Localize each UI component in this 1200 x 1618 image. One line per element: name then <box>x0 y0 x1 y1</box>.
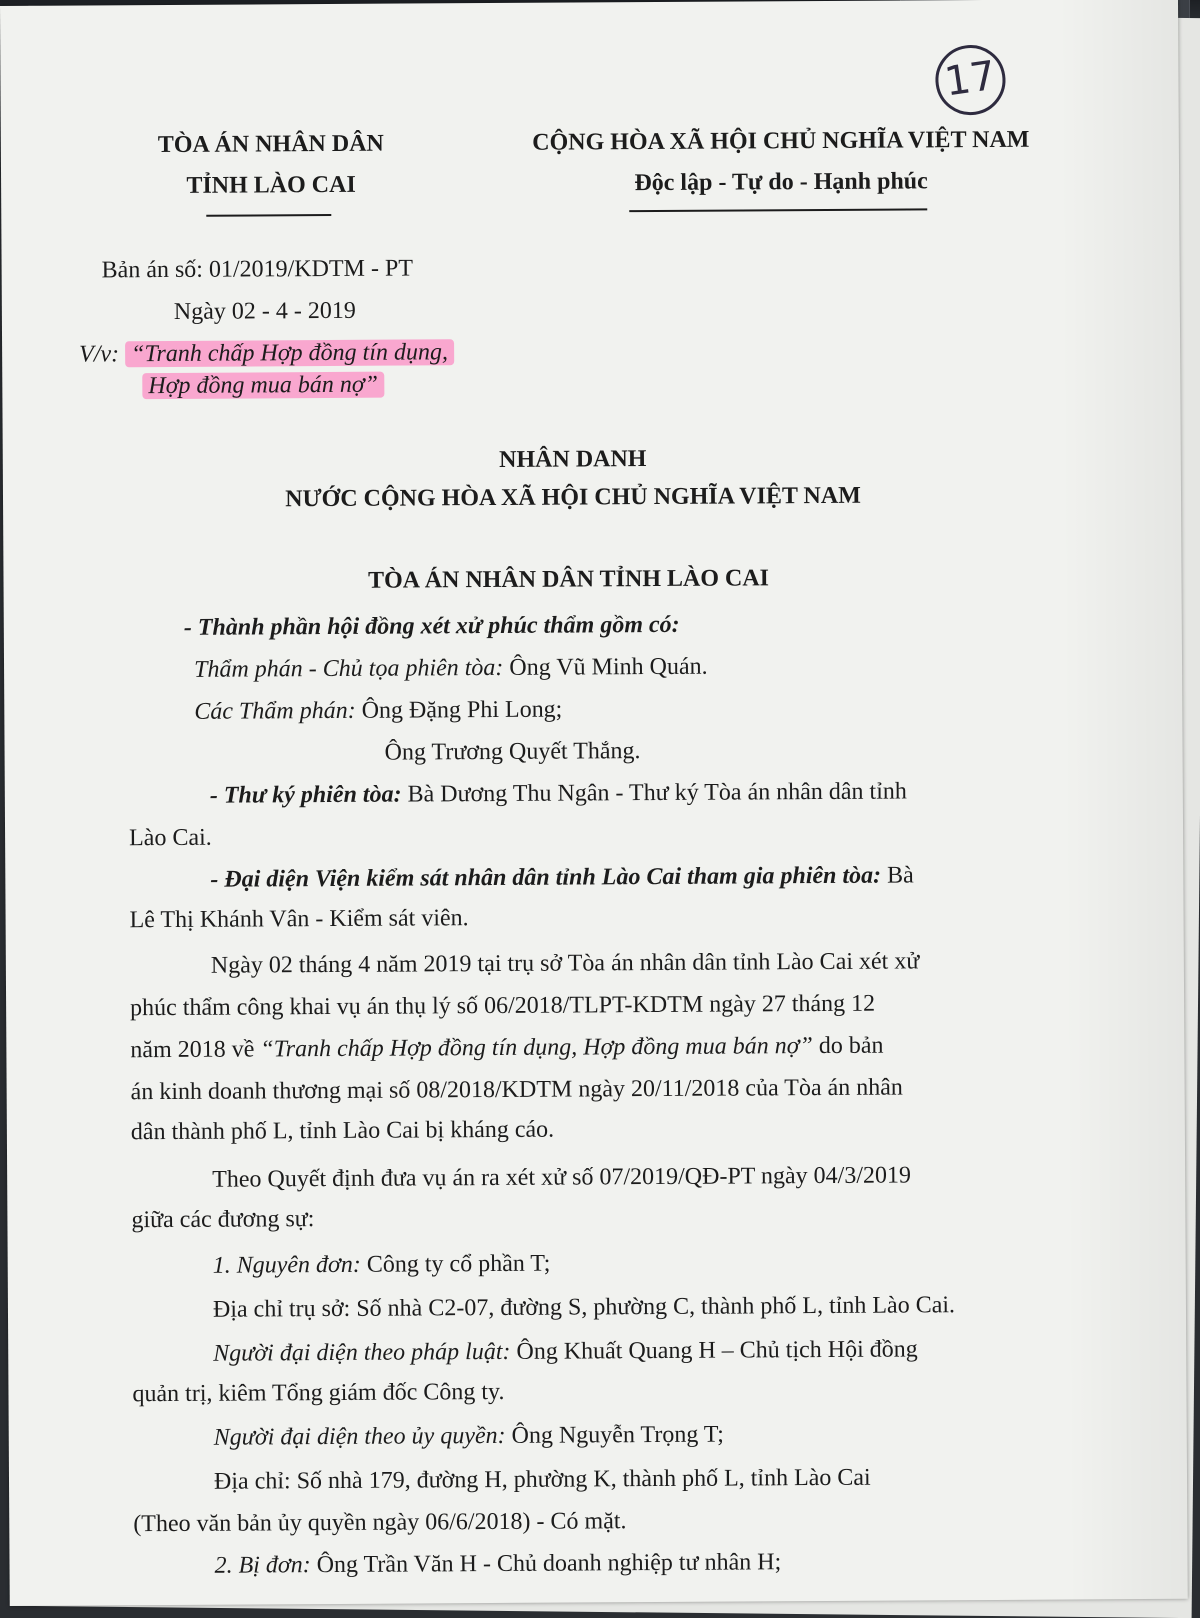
country-name: CỘNG HÒA XÃ HỘI CHỦ NGHĨA VIỆT NAM <box>532 126 1030 156</box>
case-date: Ngày 02 - 4 - 2019 <box>173 297 356 325</box>
judges-line: Các Thẩm phán: Ông Đặng Phi Long; <box>194 696 563 725</box>
motto-underline <box>629 208 927 212</box>
case-subject-line2 <box>142 370 384 401</box>
p1-line2: phúc thẩm công khai vụ án thụ lý số 06/2018/TLPT-KDTM ngày 27 tháng 12 <box>130 990 876 1022</box>
judge-2: Ông Trương Quyết Thắng. <box>384 738 641 766</box>
p2-line1: Theo Quyết định đưa vụ án ra xét xử số 07/2019/QĐ-PT ngày 04/3/2019 <box>212 1162 912 1193</box>
title-court: TÒA ÁN NHÂN DÂN TỈNH LÀO CAI <box>367 565 770 594</box>
court-clerk-cont: Lào Cai. <box>129 824 212 852</box>
title-in-the-name-of: NHÂN DANH <box>499 446 647 473</box>
case-subject-label: V/v: <box>79 341 120 368</box>
court-name-line2: TỈNH LÀO CAI <box>186 171 356 199</box>
title-country: NƯỚC CỘNG HÒA XÃ HỘI CHỦ NGHĨA VIỆT NAM <box>285 482 861 513</box>
presiding-judge: Thẩm phán - Chủ tọa phiên tòa: Ông Vũ Minh Quán. <box>193 653 708 683</box>
court-name-line1: TÒA ÁN NHÂN DÂN <box>157 130 384 159</box>
authorized-rep-address-cont: (Theo văn bản ủy quyền ngày 06/6/2018) - Có mặt. <box>133 1508 627 1538</box>
p2-line2: giữa các đương sự: <box>131 1206 315 1234</box>
panel-heading: - Thành phần hội đồng xét xử phúc thẩm gồm có: <box>183 611 680 641</box>
case-subject-line1 <box>79 337 454 369</box>
defendant: 2. Bị đơn: Ông Trần Văn H - Chủ doanh nghiệp tư nhân H; <box>214 1549 782 1579</box>
plaintiff-address: Địa chỉ trụ sở: Số nhà C2-07, đường S, phường C, thành phố L, tỉnh Lào Cai. <box>212 1292 956 1323</box>
plaintiff: 1. Nguyên đơn: Công ty cổ phần T; <box>212 1250 551 1279</box>
authorized-representative: Người đại diện theo ủy quyền: Ông Nguyễn Trọng T; <box>213 1421 724 1451</box>
legal-representative-cont: quản trị, kiêm Tổng giám đốc Công ty. <box>132 1378 505 1408</box>
highlighted-subject-1: “Tranh chấp Hợp đồng tín dụng, <box>125 339 454 367</box>
authorized-rep-address: Địa chỉ: Số nhà 179, đường H, phường K, thành phố L, tỉnh Lào Cai <box>213 1464 871 1495</box>
procuracy-rep: - Đại diện Viện kiểm sát nhân dân tỉnh Lào Cai tham gia phiên tòa: Bà <box>210 862 914 893</box>
handwritten-page-number: 17 <box>931 40 1010 119</box>
case-number: Bản án số: 01/2019/KDTM - PT <box>101 255 414 284</box>
p1-line3: năm 2018 về “Tranh chấp Hợp đồng tín dụng, Hợp đồng mua bán nợ” do bản <box>130 1032 884 1064</box>
court-underline <box>206 214 331 217</box>
court-clerk: - Thư ký phiên tòa: Bà Dương Thu Ngân - Thư ký Tòa án nhân dân tỉnh <box>209 778 907 809</box>
legal-representative: Người đại diện theo pháp luật: Ông Khuất Quang H – Chủ tịch Hội đồng <box>213 1336 918 1367</box>
p1-line5: dân thành phố L, tỉnh Lào Cai bị kháng cáo. <box>130 1116 555 1146</box>
highlighted-subject-2: Hợp đồng mua bán nợ” <box>142 372 384 399</box>
country-motto: Độc lập - Tự do - Hạnh phúc <box>634 168 928 197</box>
p1-line4: án kinh doanh thương mại số 08/2018/KDTM ngày 20/11/2018 của Tòa án nhân <box>130 1074 903 1106</box>
p1-line1: Ngày 02 tháng 4 năm 2019 tại trụ sở Tòa án nhân dân tỉnh Lào Cai xét xử <box>210 948 920 979</box>
procuracy-rep-cont: Lê Thị Khánh Vân - Kiểm sát viên. <box>129 905 469 934</box>
